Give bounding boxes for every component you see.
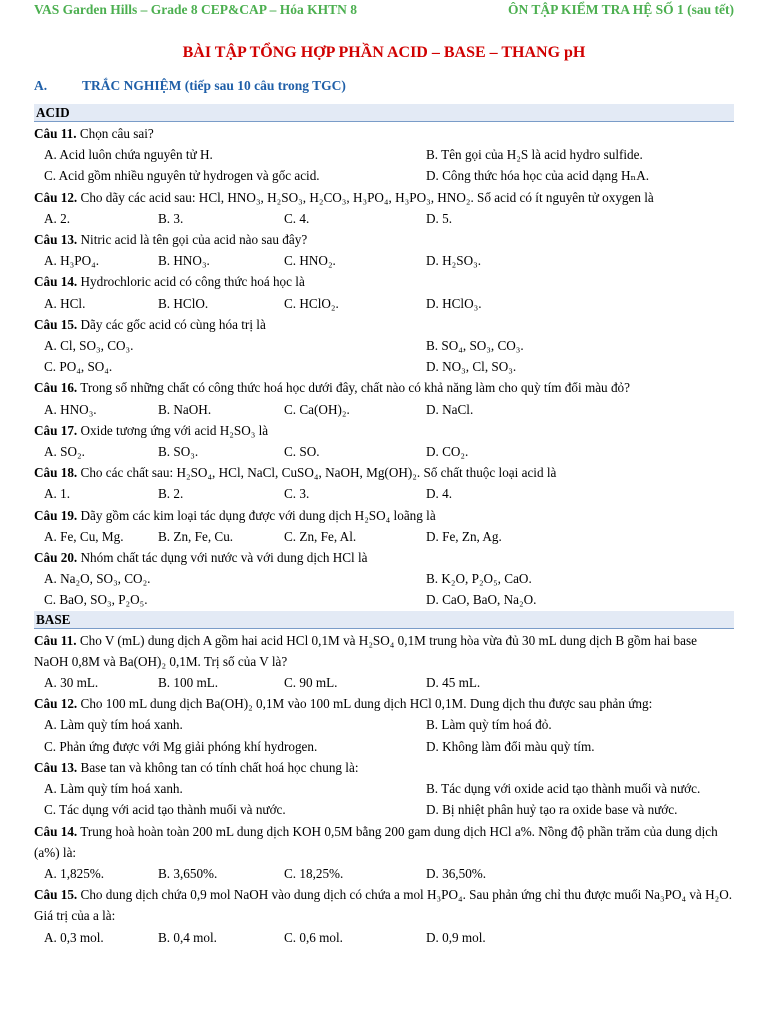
base-band: BASE: [34, 611, 734, 629]
section-a-number: A.: [34, 78, 48, 93]
acid-q17: Câu 17. Oxide tương ứng với acid H₂SO₃ là: [34, 422, 269, 438]
acid-q19: Câu 19. Dãy gồm các kim loại tác dụng được với dung dịch H₂SO₄ loãng là: [34, 507, 436, 523]
acid-q18: Câu 18. Cho các chất sau: H₂SO₄, HCl, NaCl, CuSO₄, NaOH, Mg(OH)₂. Số chất thuộc loại acid là: [34, 465, 557, 481]
page-title: BÀI TẬP TỔNG HỢP PHẦN ACID – BASE – THANG pH: [182, 44, 586, 61]
acid-q13-opts: A. H₃PO₄. B. HNO₃. C. HNO₂. D. H₂SO₃.: [44, 253, 481, 269]
acid-q14-opts: A. HCl. B. HClO. C. HClO₂. D. HClO₃.: [44, 295, 482, 311]
acid-q11-opts-2: C. Acid gồm nhiều nguyên tử hydrogen và gốc acid. D. Công thức hóa học của acid dạng HₙA.: [44, 168, 650, 184]
acid-q11: Câu 11. Chọn câu sai?: [34, 126, 154, 141]
base-q14: Câu 14. Trung hoà hoàn toàn 200 mL dung dịch KOH 0,5M bằng 200 gam dung dịch HCl a%. Nồng độ phần trăm của dung dịch (a%) là:: [34, 823, 718, 860]
base-q14-opts: A. 1,825%. B. 3,650%. C. 18,25%. D. 36,50%.: [44, 865, 487, 881]
acid-q13: Câu 13. Nitric acid là tên gọi của acid nào sau đây?: [34, 232, 308, 248]
base-q15-opts: A. 0,3 mol. B. 0,4 mol. C. 0,6 mol. D. 0,9 mol.: [44, 929, 486, 945]
base-q11: Câu 11. Cho V (mL) dung dịch A gồm hai acid HCl 0,1M và H₂SO₄ 0,1M trung hòa vừa đủ 30 mL dung dịch B gồm hai base NaOH 0,8M và Ba(OH)₂ 0,1M. Trị số của V là?: [34, 632, 697, 669]
base-q12: Câu 12. Cho 100 mL dung dịch Ba(OH)₂ 0,1M vào 100 mL dung dịch HCl 0,1M. Dung dịch thu được sau phản ứng:: [34, 696, 653, 712]
section-a-heading: [34, 78, 346, 94]
acid-q11-opts-1: A. Acid luôn chứa nguyên tử H. B. Tên gọi của H₂S là acid hydro sulfide.: [44, 147, 643, 163]
page-header: [34, 2, 734, 18]
base-q13: Câu 13. Base tan và không tan có tính chất hoá học chung là:: [34, 759, 359, 775]
section-a-label: TRẮC NGHIỆM (tiếp sau 10 câu trong TGC): [82, 78, 346, 93]
acid-q20-opts-2: C. BaO, SO₃, P₂O₅. D. CaO, BaO, Na₂O.: [44, 592, 537, 608]
acid-q18-opts: A. 1. B. 2. C. 3. D. 4.: [44, 486, 453, 502]
acid-q16: Câu 16. Trong số những chất có công thức hoá học dưới đây, chất nào có khả năng làm cho quỳ tím đổi màu đỏ?: [34, 380, 630, 396]
base-q15: Câu 15. Cho dung dịch chứa 0,9 mol NaOH vào dung dịch có chứa a mol H₃PO₄. Sau phản ứng chỉ thu được muối Na₃PO₄ và H₂O. Giá trị của a là:: [34, 887, 733, 924]
base-q12-opts-1: A. Làm quỳ tím hoá xanh. B. Làm quỳ tím hoá đỏ.: [44, 717, 552, 733]
acid-q17-opts: A. SO₂. B. SO₃. C. SO. D. CO₂.: [44, 444, 469, 460]
acid-q12: Câu 12. Cho dãy các acid sau: HCl, HNO₃, H₂SO₃, H₂CO₃, H₃PO₄, H₃PO₃, HNO₂. Số acid có ít nguyên tử oxygen là: [34, 189, 654, 205]
base-q13-opts-1: A. Làm quỳ tím hoá xanh. B. Tác dụng với oxide acid tạo thành muối và nước.: [44, 781, 701, 797]
acid-q16-opts: A. HNO₃. B. NaOH. C. Ca(OH)₂. D. NaCl.: [44, 401, 474, 417]
acid-q20-opts-1: A. Na₂O, SO₃, CO₂. B. K₂O, P₂O₅, CaO.: [44, 571, 532, 587]
base-q11-opts: A. 30 mL. B. 100 mL. C. 90 mL. D. 45 mL.: [44, 675, 481, 691]
acid-q15-opts-2: C. PO₄, SO₄. D. NO₃, Cl, SO₃.: [44, 359, 517, 375]
header-right: ÔN TẬP KIỂM TRA HỆ SỐ 1 (sau tết): [507, 2, 734, 17]
acid-q12-opts: A. 2. B. 3. C. 4. D. 5.: [44, 210, 453, 226]
acid-q14: Câu 14. Hydrochloric acid có công thức hoá học là: [34, 274, 305, 290]
acid-band: ACID: [34, 104, 734, 122]
acid-q20: Câu 20. Nhóm chất tác dụng với nước và với dung dịch HCl là: [34, 550, 368, 566]
base-q12-opts-2: C. Phản ứng được với Mg giải phóng khí hydrogen. D. Không làm đổi màu quỳ tím.: [44, 738, 595, 754]
acid-q19-opts: A. Fe, Cu, Mg. B. Zn, Fe, Cu. C. Zn, Fe, Al. D. Fe, Zn, Ag.: [44, 528, 502, 544]
acid-q15: Câu 15. Dãy các gốc acid có cùng hóa trị là: [34, 316, 266, 332]
acid-q15-opts-1: A. Cl, SO₃, CO₃. B. SO₄, SO₃, CO₃.: [44, 338, 524, 354]
header-left: VAS Garden Hills – Grade 8 CEP&CAP – Hóa KHTN 8: [34, 2, 358, 17]
question-content: [34, 104, 734, 948]
base-q13-opts-2: C. Tác dụng với acid tạo thành muối và nước. D. Bị nhiệt phân huỷ tạo ra oxide base và nước.: [44, 802, 678, 818]
